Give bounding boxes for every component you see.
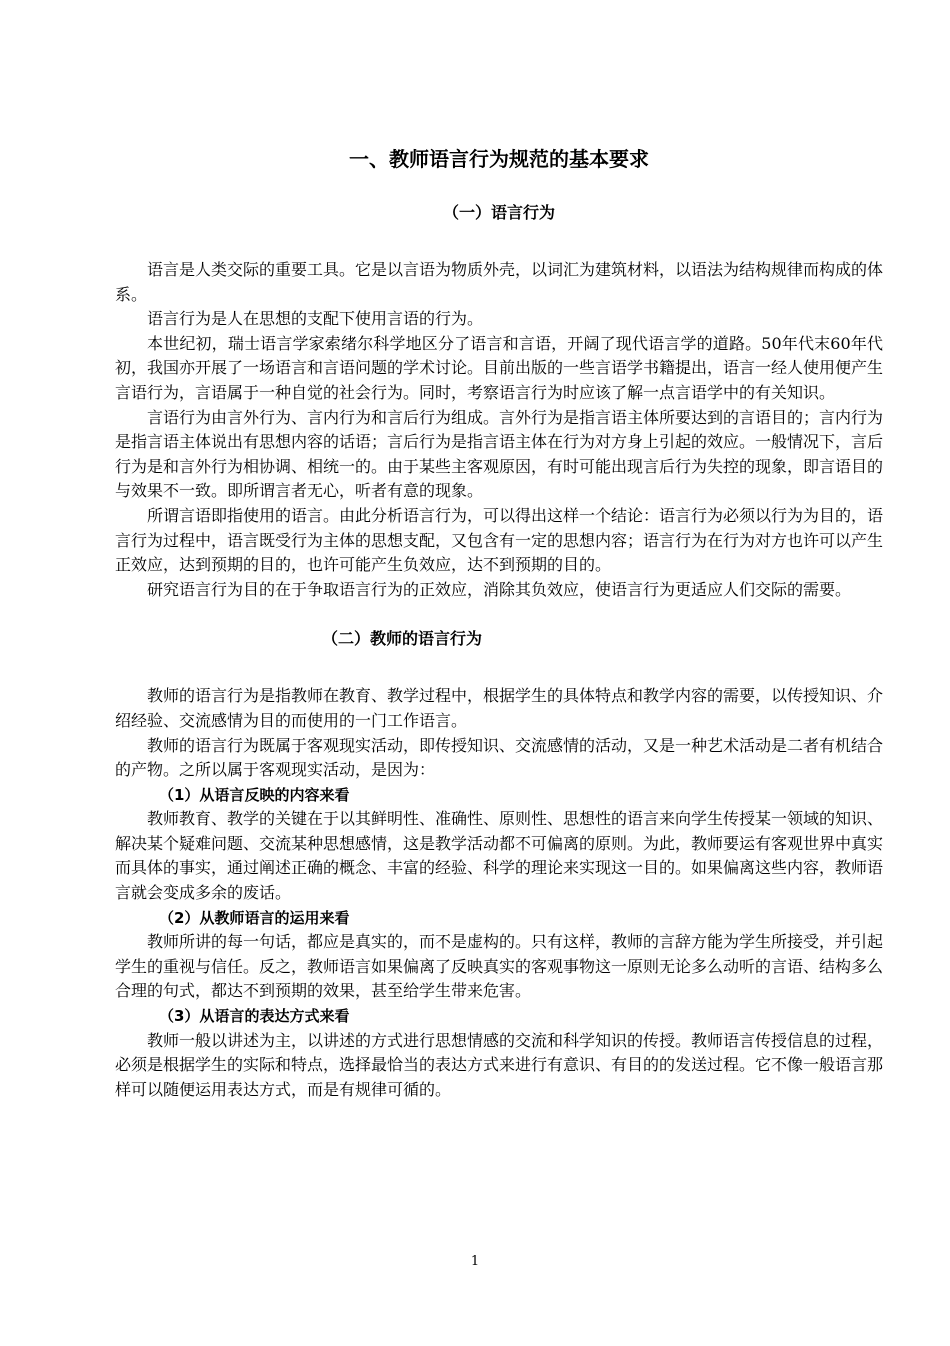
- paragraph: 教师所讲的每一句话，都应是真实的，而不是虚构的。只有这样，教师的言辞方能为学生所接受，并引起学生的重视与信任。反之，教师语言如果偏离了反映真实的客观事物这一原则无论多么动听的言语、结构多么合理的句式，都达不到预期的效果，甚至给学生带来危害。: [115, 932, 884, 1001]
- document-title: 一、教师语言行为规范的基本要求: [349, 147, 649, 171]
- subheading-expression-perspective: （3）从语言的表达方式来看: [159, 1007, 350, 1026]
- page-number: 1: [470, 1254, 480, 1269]
- paragraph: 教师的语言行为既属于客观现实活动，即传授知识、交流感情的活动，又是一种艺术活动是二者有机结合的产物。之所以属于客观现实活动，是因为：: [115, 735, 884, 780]
- paragraph: 研究语言行为目的在于争取语言行为的正效应，消除其负效应，使语言行为更适应人们交际的需要。: [147, 579, 852, 599]
- section-heading-teacher-language: （二）教师的语言行为: [322, 629, 483, 649]
- paragraph: 教师的语言行为是指教师在教育、教学过程中，根据学生的具体特点和教学内容的需要，以传授知识、介绍经验、交流感情为目的而使用的一门工作语言。: [115, 686, 884, 730]
- paragraph: 语言行为是人在思想的支配下使用言语的行为。: [147, 309, 484, 329]
- paragraph: 语言是人类交际的重要工具。它是以言语为物质外壳，以词汇为建筑材料，以语法为结构规律而构成的体系。: [115, 260, 884, 304]
- paragraph: 教师教育、教学的关键在于以其鲜明性、准确性、原则性、思想性的语言来向学生传授某一领域的知识、解决某个疑难问题、交流某种思想感情，这是教学活动都不可偏离的原则。为此，教师要运有客观世界中真实而具体的事实，通过阐述正确的概念、丰富的经验、科学的理论来实现这一目的。如果偏离这些内容，教师语言就会变成多余的废话。: [115, 809, 884, 903]
- paragraph: 言语行为由言外行为、言内行为和言后行为组成。言外行为是指言语主体所要达到的言语目的；言内行为是指言语主体说出有思想内容的话语；言后行为是指言语主体在行为对方身上引起的效应。一般情况下，言后行为是和言外行为相协调、相统一的。由于某些主客观原因，有时可能出现言后行为失控的现象，即言语目的与效果不一致。即所谓言者无心，听者有意的现象。: [115, 407, 884, 501]
- subheading-usage-perspective: （2）从教师语言的运用来看: [159, 908, 350, 927]
- section-heading-language-behavior: （一）语言行为: [442, 203, 555, 222]
- paragraph: 教师一般以讲述为主，以讲述的方式进行思想情感的交流和科学知识的传授。教师语言传授信息的过程，必须是根据学生的实际和特点，选择最恰当的表达方式来进行有意识、有目的的发送过程。它不像一般语言那样可以随便运用表达方式，而是有规律可循的。: [115, 1030, 884, 1099]
- subheading-content-perspective: （1）从语言反映的内容来看: [159, 785, 350, 804]
- paragraph: 本世纪初，瑞士语言学家索绪尔科学地区分了语言和言语，开阔了现代语言学的道路。50年代末60年代初，我国亦开展了一场语言和言语问题的学术讨论。目前出版的一些言语学书籍提出，语言一经人使用便产生言语行为，言语属于一种自觉的社会行为。同时，考察语言行为时应该了解一点言语学中的有关知识。: [115, 333, 884, 402]
- paragraph: 所谓言语即指使用的语言。由此分析语言行为，可以得出这样一个结论：语言行为必须以行为为目的，语言行为过程中，语言既受行为主体的思想支配，又包含有一定的思想内容；语言行为在行为对方也许可以产生正效应，达到预期的目的，也许可能产生负效应，达不到预期的目的。: [115, 505, 884, 575]
- document-body: [115, 142, 883, 1102]
